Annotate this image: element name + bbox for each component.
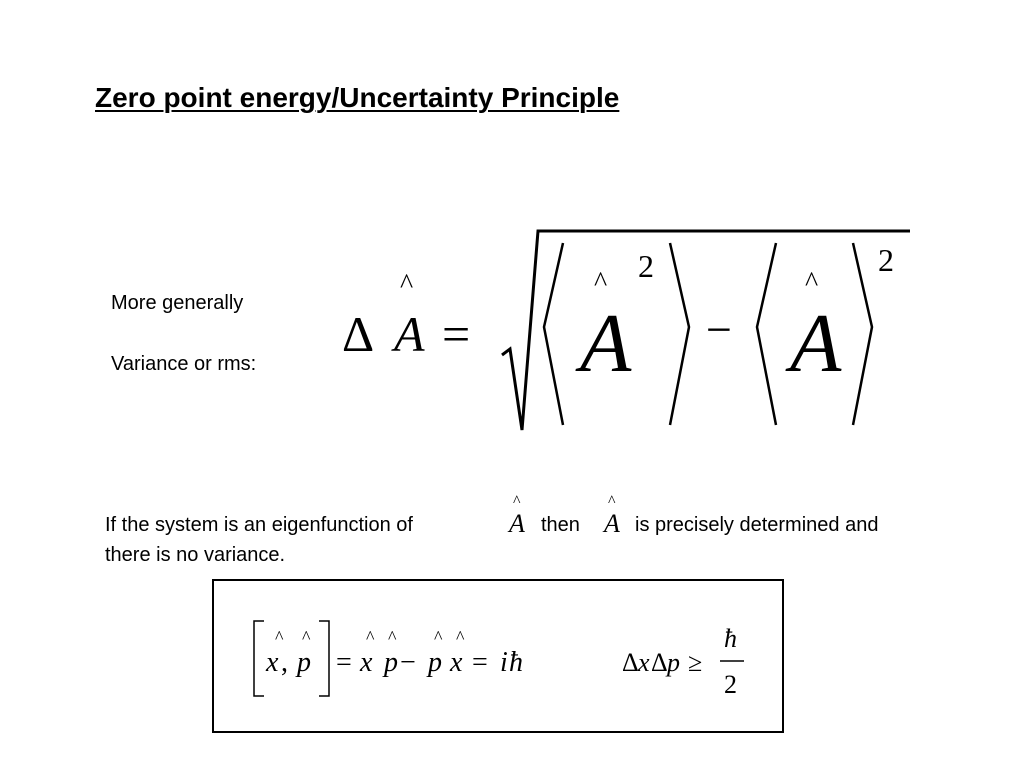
operator-inline-1: A [509,509,525,538]
right-square-bracket [319,621,329,696]
operator-A-inner-2: A [790,297,842,390]
inline-A-hat-2 [600,488,630,538]
inline-A-hat-1 [505,488,535,538]
hat-inline-1: ^ [513,493,521,510]
commutator-equation [214,581,782,731]
comma: , [281,647,288,678]
geq-sign: ≥ [688,648,703,677]
equals-sign: = [442,306,471,362]
para-line-1c: is precisely determined and [635,514,879,536]
op-p-3: p [428,647,442,678]
slide-title: Zero point energy/Uncertainty Principle [95,82,620,113]
left-square-bracket [254,621,264,696]
hbar-1: ħ [509,647,523,678]
denominator-two: 2 [724,670,737,699]
op-p-1: p [297,647,311,678]
hat-A-left: ^ [400,269,414,300]
label-more-generally: More generally [111,292,244,314]
para-line-1a: If the system is an eigenfunction of [105,514,413,536]
para-line-1b: then [541,514,580,536]
left-angle-bracket-2 [757,243,776,425]
right-angle-bracket-1 [670,243,689,425]
left-angle-bracket-1 [544,243,563,425]
hat-A-inner-1: ^ [594,267,608,298]
hat-p-1: ^ [302,627,311,647]
p-var: p [667,648,680,677]
x-var: x [638,648,650,677]
hat-inline-2: ^ [608,493,616,510]
variance-equation [330,215,920,440]
operator-A-inner-1: A [580,297,632,390]
operator-A-left: A [394,306,425,362]
op-x-2: x [360,647,373,678]
hbar-numerator: ħ [724,624,737,653]
hat-A-inner-2: ^ [805,267,819,298]
imag-i: i [500,647,508,678]
minus-2: − [400,647,416,678]
op-p-2: p [384,647,398,678]
commutator-box [212,579,784,733]
hat-p-2: ^ [388,627,397,647]
op-x-3: x [450,647,463,678]
delta-p: Δ [651,648,668,677]
minus-sign: − [706,304,732,355]
para-line-2: there is no variance. [105,544,286,566]
label-variance-rms: Variance or rms: [111,353,257,375]
delta-symbol: Δ [342,306,375,362]
operator-inline-2: A [604,509,620,538]
op-x-1: x [266,647,279,678]
hat-x-3: ^ [456,627,465,647]
equals-2: = [472,647,488,678]
right-angle-bracket-2 [853,243,872,425]
hat-x-2: ^ [366,627,375,647]
exponent-outer: 2 [878,242,894,278]
hat-x-1: ^ [275,627,284,647]
exponent-inner: 2 [638,248,654,284]
equals-1: = [336,647,352,678]
hat-p-3: ^ [434,627,443,647]
delta-x: Δ [622,648,639,677]
